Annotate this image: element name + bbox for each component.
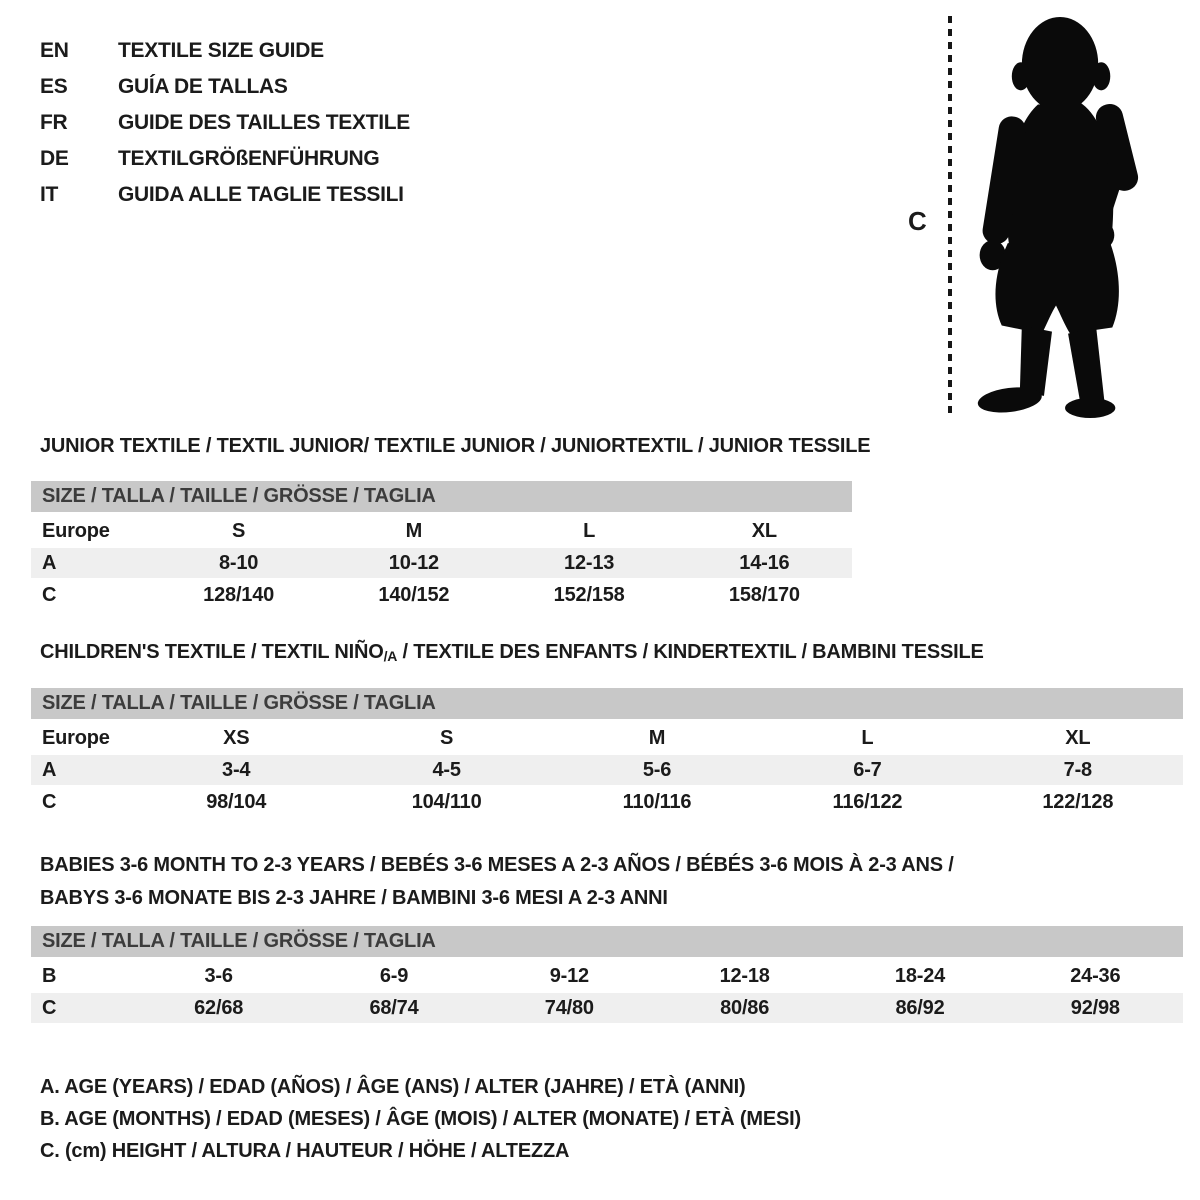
age-cell: 3-6 — [204, 965, 233, 987]
age-cell: 6-7 — [853, 759, 882, 781]
height-cell: 158/170 — [728, 584, 800, 606]
row-label: C — [42, 997, 57, 1019]
height-cell: 152/158 — [553, 584, 625, 606]
size-cell: S — [232, 520, 246, 542]
table-header-bar: SIZE / TALLA / TAILLE / GRÖSSE / TAGLIA — [31, 926, 1183, 957]
children-title-subscript: /A — [383, 648, 398, 664]
height-cell: 122/128 — [1042, 791, 1114, 813]
height-cell: 104/110 — [411, 791, 482, 813]
height-cell: 116/122 — [832, 791, 903, 813]
lang-row-en — [40, 33, 410, 69]
size-cell: L — [583, 520, 596, 542]
size-cell: XL — [1065, 727, 1091, 749]
height-cell: 86/92 — [895, 997, 945, 1019]
lang-code: DE — [40, 147, 69, 170]
legend — [40, 1071, 801, 1167]
table-row-age — [31, 548, 852, 578]
age-cell: 3-4 — [222, 759, 251, 781]
junior-size-table — [31, 481, 852, 612]
lang-row-es — [40, 69, 410, 105]
size-cell: XL — [751, 520, 777, 542]
age-cell: 14-16 — [739, 552, 790, 574]
age-cell: 4-5 — [432, 759, 461, 781]
row-label: Europe — [42, 520, 110, 542]
size-cell: XS — [223, 727, 250, 749]
lang-code: ES — [40, 75, 68, 98]
children-section-title — [40, 641, 984, 664]
lang-row-it — [40, 177, 410, 213]
age-cell: 8-10 — [219, 552, 259, 574]
age-cell: 24-36 — [1070, 965, 1121, 987]
row-label: A — [42, 759, 57, 781]
table-row-europe — [31, 516, 852, 546]
table-header-bar: SIZE / TALLA / TAILLE / GRÖSSE / TAGLIA — [31, 688, 1183, 719]
lang-code: EN — [40, 39, 69, 62]
size-cell: M — [648, 727, 666, 749]
lang-row-de — [40, 141, 410, 177]
age-cell: 6-9 — [379, 965, 409, 987]
row-label: Europe — [42, 727, 110, 749]
height-cell: 128/140 — [203, 584, 275, 606]
table-row-age — [31, 755, 1183, 785]
age-cell: 12-18 — [719, 965, 770, 987]
lang-title: GUIDA ALLE TAGLIE TESSILI — [118, 183, 404, 206]
height-measure-label: C — [908, 206, 927, 236]
legend-line-b: B. AGE (MONTHS) / EDAD (MESES) / ÂGE (MOIS) / ALTER (MONATE) / ETÀ (MESI) — [40, 1108, 801, 1130]
children-title-post: / TEXTILE DES ENFANTS / KINDERTEXTIL / BAMBINI TESSILE — [397, 641, 984, 663]
babies-section-title — [40, 849, 954, 915]
height-measure-dashed-line — [948, 16, 952, 416]
height-cell: 92/98 — [1070, 997, 1120, 1019]
babies-size-table — [31, 926, 1183, 1025]
lang-title: TEXTILGRÖßENFÜHRUNG — [118, 147, 380, 170]
legend-line-c: C. (cm) HEIGHT / ALTURA / HAUTEUR / HÖHE / ALTEZZA — [40, 1140, 570, 1162]
table-row-age-months — [31, 961, 1183, 991]
table-row-height — [31, 580, 852, 610]
lang-title: TEXTILE SIZE GUIDE — [118, 39, 324, 62]
lang-row-fr — [40, 105, 410, 141]
row-label: C — [42, 791, 57, 813]
table-row-height — [31, 787, 1183, 817]
height-cell: 110/116 — [622, 791, 692, 813]
row-label: B — [42, 965, 57, 987]
children-title-pre: CHILDREN'S TEXTILE / TEXTIL NIÑO — [40, 641, 384, 663]
age-cell: 9-12 — [549, 965, 589, 987]
row-label: C — [42, 584, 57, 606]
age-cell: 12-13 — [564, 552, 615, 574]
lang-code: IT — [40, 183, 59, 206]
babies-title-line-2: BABYS 3-6 MONATE BIS 2-3 JAHRE / BAMBINI 3-6 MESI A 2-3 ANNI — [40, 887, 668, 909]
size-cell: L — [861, 727, 874, 749]
age-cell: 5-6 — [642, 759, 672, 781]
height-cell: 74/80 — [544, 997, 594, 1019]
size-cell: M — [405, 520, 423, 542]
table-header-bar: SIZE / TALLA / TAILLE / GRÖSSE / TAGLIA — [31, 481, 852, 512]
table-row-europe — [31, 723, 1183, 753]
age-cell: 7-8 — [1063, 759, 1092, 781]
height-cell: 98/104 — [206, 791, 267, 813]
lang-title: GUÍA DE TALLAS — [118, 75, 288, 98]
size-cell: S — [440, 727, 454, 749]
age-cell: 10-12 — [388, 552, 439, 574]
language-guide — [40, 33, 410, 213]
toddler-silhouette-icon — [966, 14, 1142, 418]
height-cell: 140/152 — [378, 584, 450, 606]
height-cell: 80/86 — [720, 997, 770, 1019]
table-row-height — [31, 993, 1183, 1023]
age-cell: 18-24 — [894, 965, 946, 987]
height-cell: 68/74 — [369, 997, 419, 1019]
row-label: A — [42, 552, 57, 574]
lang-title: GUIDE DES TAILLES TEXTILE — [118, 111, 410, 134]
junior-section-title: JUNIOR TEXTILE / TEXTIL JUNIOR/ TEXTILE JUNIOR / JUNIORTEXTIL / JUNIOR TESSILE — [40, 435, 871, 457]
lang-code: FR — [40, 111, 68, 134]
babies-title-line-1: BABIES 3-6 MONTH TO 2-3 YEARS / BEBÉS 3-6 MESES A 2-3 AÑOS / BÉBÉS 3-6 MOIS À 2-3 ANS / — [40, 854, 954, 876]
height-cell: 62/68 — [194, 997, 244, 1019]
children-size-table — [31, 688, 1183, 819]
legend-line-a: A. AGE (YEARS) / EDAD (AÑOS) / ÂGE (ANS) / ALTER (JAHRE) / ETÀ (ANNI) — [40, 1076, 746, 1098]
